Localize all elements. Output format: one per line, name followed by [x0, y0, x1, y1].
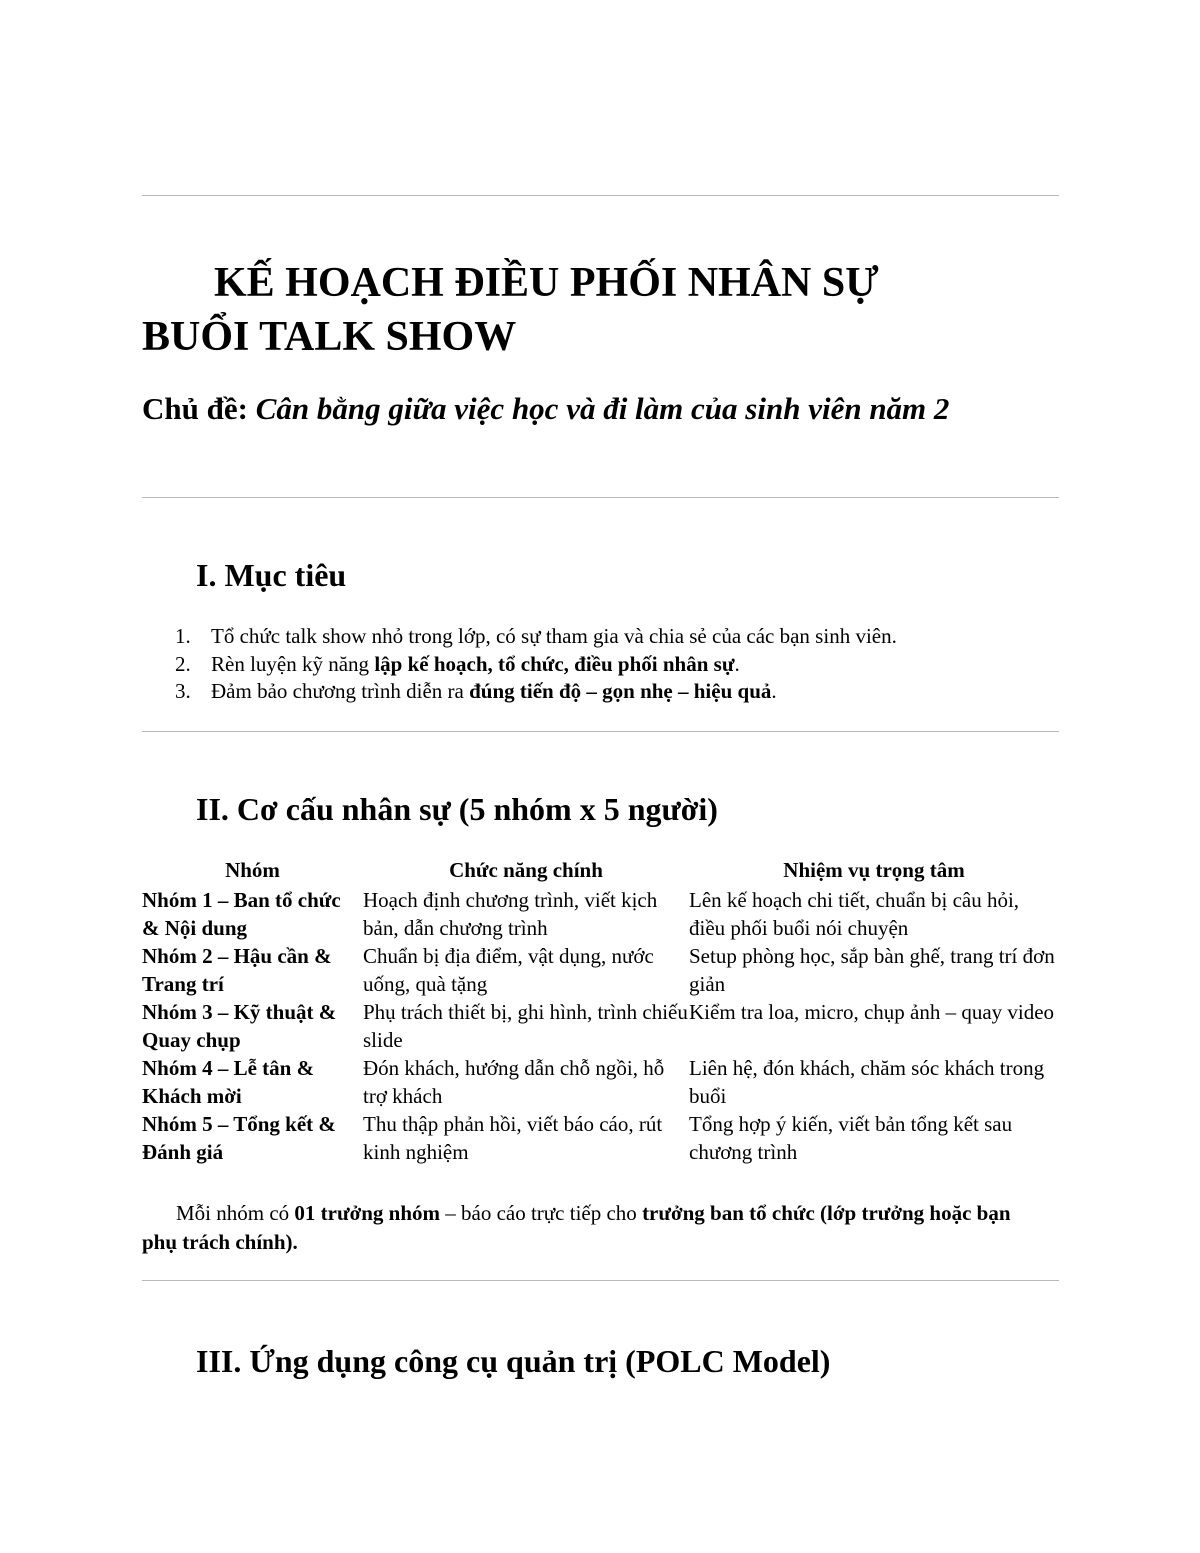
task-cell: Setup phòng học, sắp bàn ghế, trang trí đơn giản — [689, 944, 1055, 996]
group-name-cell: Nhóm 2 – Hậu cần & Trang trí — [142, 944, 332, 996]
table-row — [142, 887, 1059, 943]
goal-number: 2. — [175, 651, 191, 676]
goal-text: Đảm bảo chương trình diễn ra — [211, 679, 470, 703]
table-row — [142, 1111, 1059, 1167]
subject-label: Chủ đề: — [142, 391, 248, 426]
goal-text-bold: lập kế hoạch, tổ chức, điều phối nhân sự — [374, 651, 735, 676]
task-cell: Tổng hợp ý kiến, viết bản tổng kết sau chương trình — [689, 1112, 1013, 1164]
goal-text-bold: đúng tiến độ – gọn nhẹ – hiệu quả — [469, 679, 772, 703]
function-cell: Chuẩn bị địa điểm, vật dụng, nước uống, quà tặng — [363, 944, 654, 996]
goal-text: . — [734, 651, 740, 676]
table-header-row — [142, 857, 1059, 887]
goal-item — [142, 678, 897, 706]
column-header-tasks: Nhiệm vụ trọng tâm — [783, 858, 965, 882]
reporting-note — [142, 1199, 1047, 1257]
table-row — [142, 1055, 1059, 1111]
group-name-cell: Nhóm 4 – Lễ tân & Khách mời — [142, 1056, 315, 1108]
staff-table — [142, 857, 1059, 1167]
horizontal-rule — [142, 731, 1059, 732]
note-text: – báo cáo trực tiếp cho — [440, 1201, 643, 1225]
note-text-bold: trưởng ban tổ chức (lớp trưởng hoặc bạn phụ trách chính). — [142, 1201, 1011, 1254]
column-header-group: Nhóm — [225, 858, 280, 882]
section-3-heading: III. Ứng dụng công cụ quản trị (POLC Model) — [196, 1343, 831, 1379]
table-row — [142, 943, 1059, 999]
column-header-function: Chức năng chính — [449, 858, 603, 882]
document-title — [142, 256, 1042, 364]
goal-text: Tổ chức talk show nhỏ trong lớp, có sự tham gia và chia sẻ của các bạn sinh viên. — [211, 624, 897, 648]
task-cell: Kiểm tra loa, micro, chụp ảnh – quay video — [689, 1000, 1055, 1024]
goals-list — [142, 623, 897, 706]
goal-item — [142, 623, 897, 651]
task-cell: Lên kế hoạch chi tiết, chuẩn bị câu hỏi, điều phối buổi nói chuyện — [689, 888, 1020, 940]
table-row — [142, 999, 1059, 1055]
task-cell: Liên hệ, đón khách, chăm sóc khách trong buổi — [689, 1056, 1045, 1108]
section-2-heading: II. Cơ cấu nhân sự (5 nhóm x 5 người) — [196, 791, 718, 827]
function-cell: Hoạch định chương trình, viết kịch bản, dẫn chương trình — [363, 888, 658, 940]
group-name-cell: Nhóm 5 – Tổng kết & Đánh giá — [142, 1112, 336, 1164]
horizontal-rule — [142, 1280, 1059, 1281]
title-line-2: BUỔI TALK SHOW — [142, 314, 517, 360]
goal-number: 1. — [175, 624, 191, 648]
function-cell: Thu thập phản hồi, viết báo cáo, rút kinh nghiệm — [363, 1112, 663, 1164]
function-cell: Phụ trách thiết bị, ghi hình, trình chiếu slide — [363, 1000, 688, 1052]
title-line-1: KẾ HOẠCH ĐIỀU PHỐI NHÂN SỰ — [214, 260, 879, 306]
note-text: Mỗi nhóm có — [176, 1201, 295, 1225]
goal-number: 3. — [175, 679, 191, 703]
horizontal-rule — [142, 195, 1059, 196]
subject-line — [142, 388, 1052, 430]
function-cell: Đón khách, hướng dẫn chỗ ngồi, hỗ trợ khách — [363, 1056, 665, 1108]
goal-item — [142, 651, 897, 679]
horizontal-rule — [142, 497, 1059, 498]
goal-text: Rèn luyện kỹ năng — [211, 651, 375, 676]
subject-topic: Cân bằng giữa việc học và đi làm của sinh viên năm 2 — [255, 391, 950, 426]
section-1-heading: I. Mục tiêu — [196, 557, 347, 593]
note-text-bold: 01 trưởng nhóm — [294, 1201, 440, 1225]
group-name-cell: Nhóm 3 – Kỹ thuật & Quay chụp — [142, 1000, 337, 1052]
goal-text: . — [771, 679, 777, 703]
group-name-cell: Nhóm 1 – Ban tổ chức & Nội dung — [142, 888, 341, 940]
